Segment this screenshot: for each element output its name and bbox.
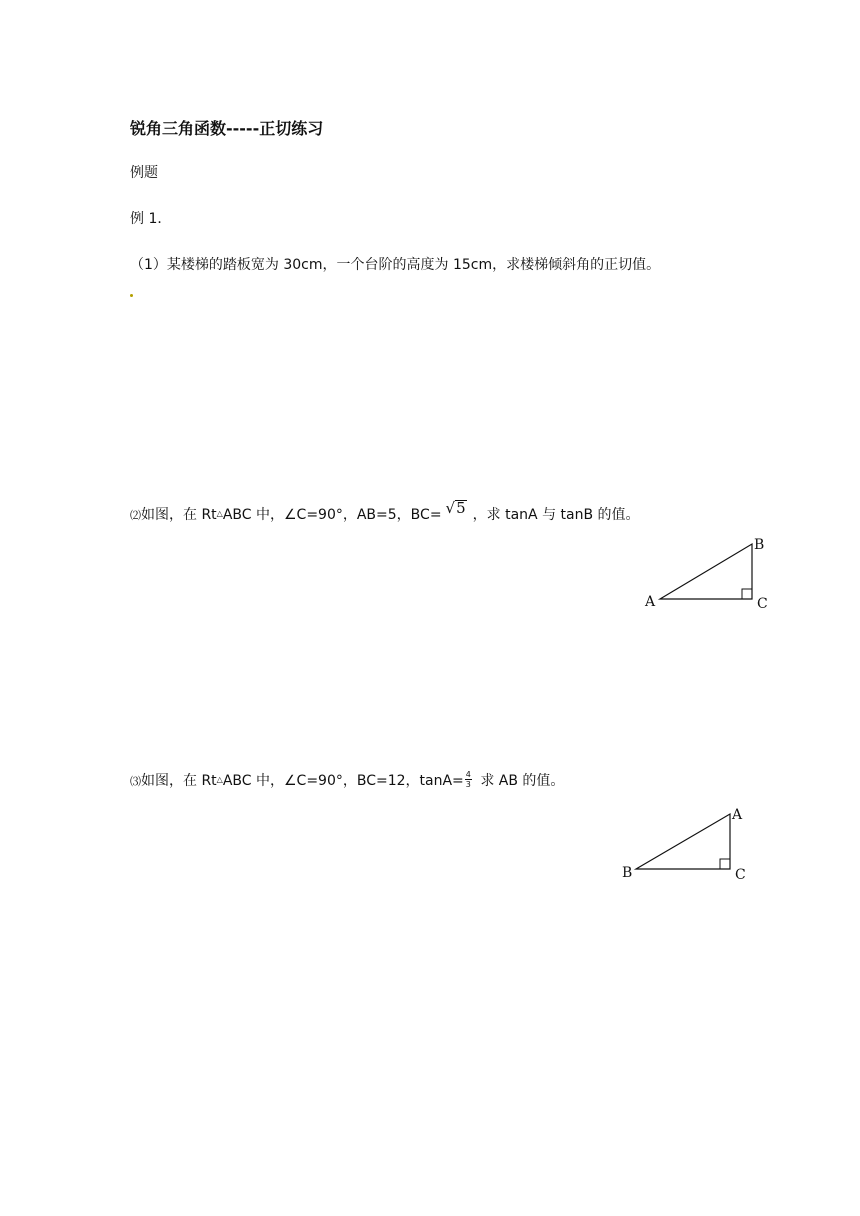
- fraction: [465, 770, 472, 789]
- vertex-label-b: B: [622, 865, 633, 881]
- vertex-label-c: C: [735, 867, 746, 883]
- sqrt-expression: √5: [445, 499, 466, 517]
- example-label: 例 1．: [130, 211, 172, 227]
- question-text-pre: 如图，在 Rt: [141, 507, 217, 523]
- question-text-mid: ABC 中，∠C=90°，BC=12，tanA=: [222, 773, 464, 789]
- radicand: 5: [456, 499, 466, 517]
- triangle-abc: [636, 814, 730, 869]
- question-text-post: 求 AB 的值。: [475, 773, 565, 789]
- question-number: ⑵: [130, 509, 141, 522]
- question-text-post: ，求 tanA 与 tanB 的值。: [472, 507, 640, 523]
- vertex-label-c: C: [757, 596, 768, 612]
- section-label: 例题: [130, 165, 158, 181]
- question-1: （1）某楼梯的踏板宽为 30cm，一个台阶的高度为 15cm，求楼梯倾斜角的正切值。: [130, 257, 661, 273]
- editing-mark: [130, 294, 133, 297]
- question-number: ⑶: [130, 775, 141, 788]
- triangle-symbol: △: [216, 775, 223, 784]
- triangle-figure-3: [616, 802, 756, 886]
- fraction-denominator: 3: [465, 779, 471, 789]
- right-angle-mark: [742, 589, 752, 599]
- fraction-numerator: 4: [465, 769, 471, 779]
- right-angle-mark: [720, 859, 730, 869]
- vertex-label-a: A: [732, 807, 743, 823]
- question-text-pre: 如图，在 Rt: [141, 773, 217, 789]
- triangle-symbol: △: [216, 509, 223, 518]
- vertex-label-a: A: [645, 594, 656, 610]
- question-text-mid: ABC 中，∠C=90°，AB=5，BC=: [222, 507, 442, 523]
- question-2: [130, 499, 640, 524]
- triangle-abc: [660, 544, 752, 599]
- triangle-figure-2: [640, 532, 780, 616]
- document-title: 锐角三角函数-----正切练习: [130, 119, 324, 138]
- vertex-label-b: B: [754, 537, 765, 553]
- question-3: [130, 770, 564, 791]
